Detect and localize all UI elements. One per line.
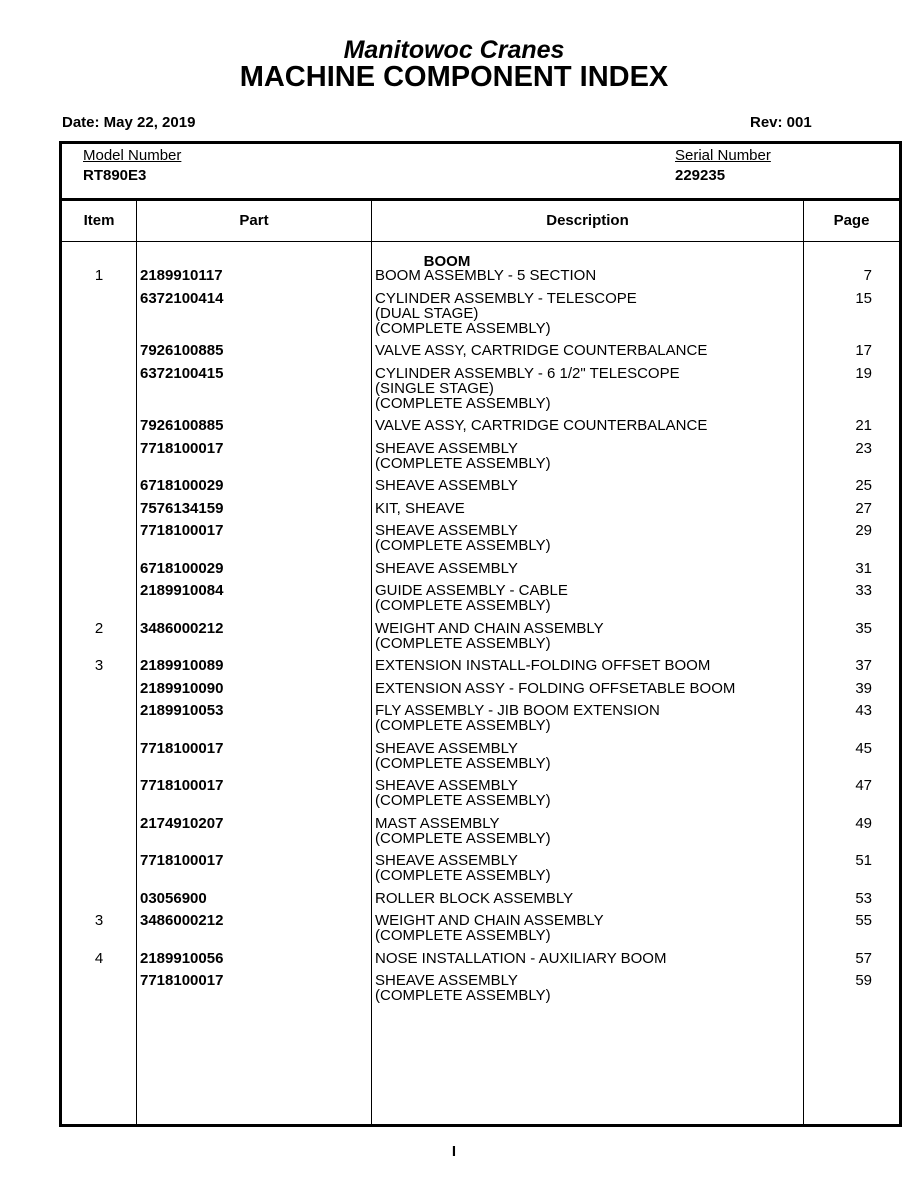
description-line: MAST ASSEMBLY: [375, 814, 500, 832]
item-cell: 2: [94, 619, 104, 637]
column-header-part: Part: [239, 212, 269, 229]
description-line: SHEAVE ASSEMBLY: [375, 777, 518, 794]
part-number-cell: 2189910090: [140, 679, 224, 697]
description-line: SHEAVE ASSEMBLY: [375, 972, 518, 989]
part-number-cell: 2189910084: [140, 582, 224, 599]
description-cell: [375, 583, 795, 613]
page-cell: 45: [855, 739, 872, 757]
description-line: EXTENSION INSTALL-FOLDING OFFSET BOOM: [375, 657, 711, 674]
page-cell: 15: [855, 289, 872, 307]
description-line: (DUAL STAGE): [375, 304, 479, 322]
item-cell: 4: [94, 949, 104, 967]
page-cell: 55: [855, 912, 872, 929]
item-cell: 1: [94, 267, 104, 284]
part-number-cell: 6372100414: [140, 289, 224, 307]
model-number-value: RT890E3: [83, 167, 147, 184]
description-cell: [375, 891, 795, 906]
part-number-cell: 7576134159: [140, 499, 224, 517]
page-cell: 53: [855, 889, 872, 907]
page-cell: 31: [855, 559, 872, 577]
description-cell: [375, 478, 795, 493]
column-divider: [803, 201, 804, 1124]
document-date: Date: May 22, 2019: [62, 114, 196, 131]
description-line: GUIDE ASSEMBLY - CABLE: [375, 582, 568, 599]
page-cell: 33: [855, 582, 872, 599]
serial-number-label: Serial Number: [675, 147, 771, 164]
description-line: SHEAVE ASSEMBLY: [375, 522, 518, 539]
description-cell: [375, 973, 795, 1003]
description-line: (SINGLE STAGE): [375, 379, 494, 397]
model-serial-box: [62, 144, 899, 201]
description-cell: [375, 778, 795, 808]
description-line: (COMPLETE ASSEMBLY): [375, 717, 551, 734]
description-line: (COMPLETE ASSEMBLY): [375, 597, 551, 614]
page-cell: 29: [855, 522, 872, 539]
component-index-table: [59, 141, 902, 1127]
column-header-description: Description: [546, 212, 629, 229]
part-number-cell: 6718100029: [140, 559, 224, 577]
page-cell: 27: [855, 499, 872, 517]
description-line: BOOM ASSEMBLY - 5 SECTION: [375, 267, 597, 284]
part-number-cell: 2189910056: [140, 949, 224, 967]
description-cell: [375, 561, 795, 576]
description-line: SHEAVE ASSEMBLY: [375, 739, 518, 757]
header-divider: [62, 241, 899, 242]
column-divider: [371, 201, 372, 1124]
description-cell: [375, 621, 795, 651]
description-line: SHEAVE ASSEMBLY: [375, 477, 518, 494]
description-line: (COMPLETE ASSEMBLY): [375, 867, 551, 884]
description-cell: [375, 268, 795, 283]
page-cell: 57: [855, 949, 872, 967]
part-number-cell: 3486000212: [140, 912, 224, 929]
part-number-cell: 7926100885: [140, 342, 224, 359]
part-number-cell: 7718100017: [140, 972, 224, 989]
part-number-cell: 03056900: [140, 889, 207, 907]
description-line: (COMPLETE ASSEMBLY): [375, 927, 551, 944]
description-line: (COMPLETE ASSEMBLY): [375, 634, 551, 652]
description-cell: [375, 523, 795, 553]
part-number-cell: 2189910053: [140, 702, 224, 719]
description-cell: [375, 741, 795, 771]
description-cell: [375, 501, 795, 516]
description-cell: [375, 816, 795, 846]
part-number-cell: 7718100017: [140, 439, 224, 457]
description-cell: [375, 703, 795, 733]
column-header-page: Page: [833, 212, 870, 229]
part-number-cell: 3486000212: [140, 619, 224, 637]
page-cell: 19: [855, 364, 872, 382]
part-number-cell: 7718100017: [140, 777, 224, 794]
description-line: NOSE INSTALLATION - AUXILIARY BOOM: [375, 949, 667, 967]
column-header-item: Item: [83, 212, 115, 229]
description-line: CYLINDER ASSEMBLY - TELESCOPE: [375, 289, 637, 307]
company-name: Manitowoc Cranes: [343, 36, 565, 64]
description-cell: [375, 291, 795, 336]
description-cell: [375, 366, 795, 411]
page-cell: 35: [855, 619, 872, 637]
page-cell: 43: [855, 702, 872, 719]
description-cell: [375, 441, 795, 471]
page-cell: 25: [855, 477, 872, 494]
description-line: EXTENSION ASSY - FOLDING OFFSETABLE BOOM: [375, 679, 736, 697]
description-line: (COMPLETE ASSEMBLY): [375, 454, 551, 472]
part-number-cell: 7718100017: [140, 522, 224, 539]
description-line: WEIGHT AND CHAIN ASSEMBLY: [375, 912, 604, 929]
description-cell: [375, 951, 795, 966]
description-line: VALVE ASSY, CARTRIDGE COUNTERBALANCE: [375, 342, 708, 359]
part-number-cell: 2189910117: [140, 267, 223, 284]
description-line: (COMPLETE ASSEMBLY): [375, 537, 551, 554]
part-number-cell: 7718100017: [140, 852, 224, 869]
page-cell: 37: [855, 657, 872, 674]
description-line: (COMPLETE ASSEMBLY): [375, 792, 551, 809]
description-line: (COMPLETE ASSEMBLY): [375, 394, 551, 412]
page-cell: 49: [855, 814, 872, 832]
revision: Rev: 001: [750, 114, 812, 131]
part-number-cell: 2189910089: [140, 657, 224, 674]
description-line: CYLINDER ASSEMBLY - 6 1/2" TELESCOPE: [375, 364, 680, 382]
description-line: WEIGHT AND CHAIN ASSEMBLY: [375, 619, 604, 637]
part-number-cell: 2174910207: [140, 814, 224, 832]
page-cell: 21: [855, 417, 872, 434]
page-number: I: [451, 1143, 457, 1160]
model-number-label: Model Number: [83, 147, 182, 164]
description-cell: [375, 853, 795, 883]
part-number-cell: 7926100885: [140, 417, 224, 434]
page-cell: 17: [855, 342, 872, 359]
description-line: KIT, SHEAVE: [375, 499, 465, 517]
description-line: (COMPLETE ASSEMBLY): [375, 319, 551, 337]
description-line: SHEAVE ASSEMBLY: [375, 439, 518, 457]
description-line: (COMPLETE ASSEMBLY): [375, 987, 551, 1004]
description-line: FLY ASSEMBLY - JIB BOOM EXTENSION: [375, 702, 660, 719]
description-cell: [375, 343, 795, 358]
column-divider: [136, 201, 137, 1124]
description-line: (COMPLETE ASSEMBLY): [375, 829, 551, 847]
description-cell: [375, 658, 795, 673]
description-line: ROLLER BLOCK ASSEMBLY: [375, 889, 574, 907]
description-cell: [375, 913, 795, 943]
page-title: MACHINE COMPONENT INDEX: [239, 61, 669, 93]
page-cell: 7: [863, 267, 872, 284]
description-line: SHEAVE ASSEMBLY: [375, 852, 518, 869]
item-cell: 3: [94, 912, 104, 929]
description-line: VALVE ASSY, CARTRIDGE COUNTERBALANCE: [375, 417, 708, 434]
description-line: SHEAVE ASSEMBLY: [375, 559, 518, 577]
serial-number-value: 229235: [675, 167, 726, 184]
page-cell: 51: [855, 852, 872, 869]
page-cell: 39: [855, 679, 872, 697]
section-title: BOOM: [423, 253, 471, 270]
part-number-cell: 7718100017: [140, 739, 224, 757]
page-cell: 23: [855, 439, 872, 457]
part-number-cell: 6718100029: [140, 477, 224, 494]
description-cell: [375, 418, 795, 433]
description-cell: [375, 681, 795, 696]
page-cell: 59: [855, 972, 872, 989]
item-cell: 3: [94, 657, 104, 674]
part-number-cell: 6372100415: [140, 364, 224, 382]
description-line: (COMPLETE ASSEMBLY): [375, 754, 551, 772]
page-cell: 47: [855, 777, 872, 794]
